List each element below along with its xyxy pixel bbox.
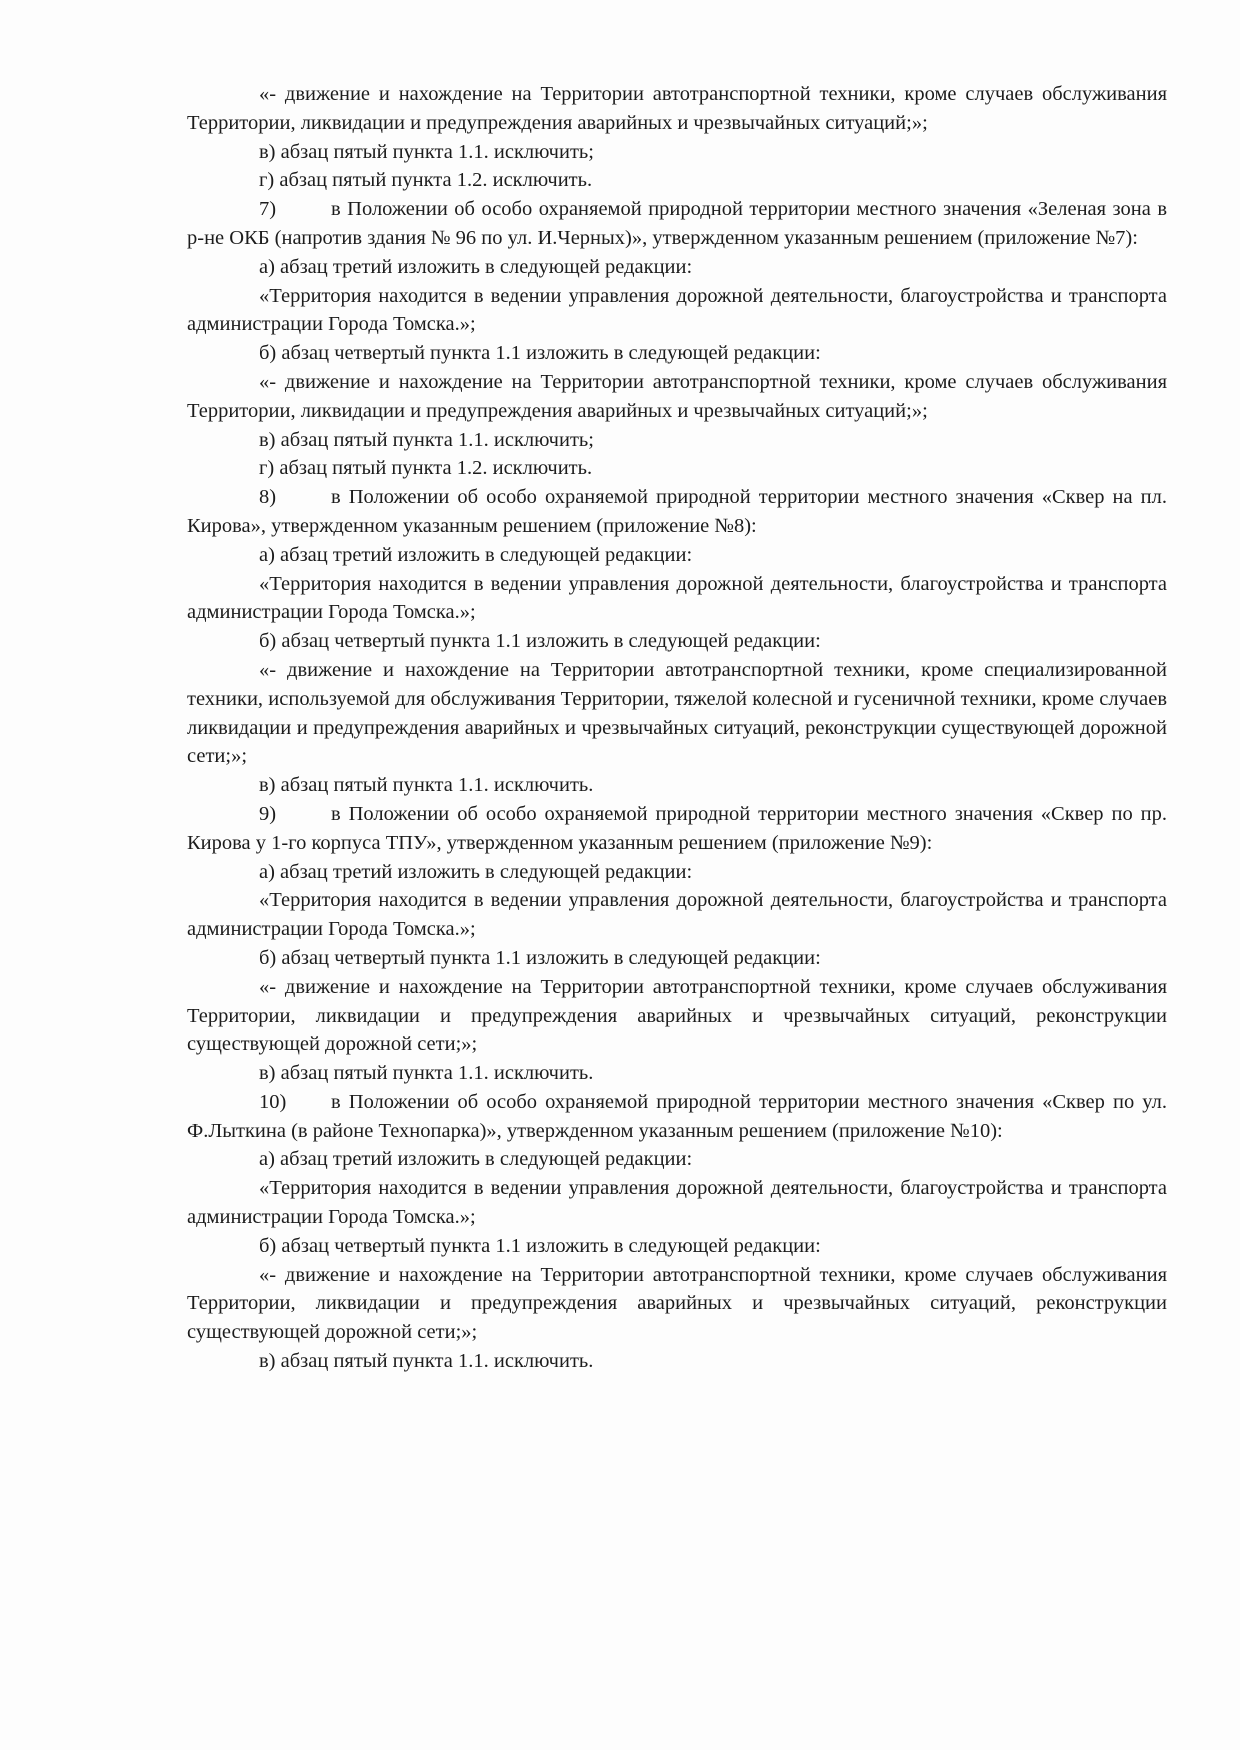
item-text: в Положении об особо охраняемой природной территории местного значения «Зеленая зона в р-не ОКБ (напротив здания № 96 по ул. И.Черных)», утвержденном указанным решением (приложение №7): [187,198,1167,249]
numbered-item [187,1088,1167,1146]
paragraph: а) абзац третий изложить в следующей редакции: [259,255,693,278]
item-text: в Положении об особо охраняемой природной территории местного значения «Сквер по ул. Ф.Лыткина (в районе Технопарка)», утвержденном указанным решением (приложение №10): [187,1090,1167,1142]
paragraph: б) абзац четвертый пункта 1.1 изложить в следующей редакции: [259,1234,821,1257]
paragraph: «- движение и нахождение на Территории автотранспортной техники, кроме случаев обслуживания Территории, ликвидации и предупреждения аварийных и чрезвычайных ситуаций;»; [187,83,1167,134]
paragraph: в) абзац пятый пункта 1.1. исключить. [259,1350,594,1373]
paragraph: г) абзац пятый пункта 1.2. исключить. [259,457,593,480]
item-number: 8) [259,486,277,509]
paragraph: «- движение и нахождение на Территории автотранспортной техники, кроме случаев обслуживания Территории, ликвидации и предупреждения аварийных и чрезвычайных ситуаций, реконструкции существующей дорожной сети;»; [187,1263,1167,1344]
item-text: в Положении об особо охраняемой природной территории местного значения «Сквер по пр. Кирова у 1-го корпуса ТПУ», утвержденном указанным решением (приложение №9): [187,802,1167,854]
paragraph: г) абзац пятый пункта 1.2. исключить. [259,169,593,192]
item-text: в Положении об особо охраняемой природной территории местного значения «Сквер на пл. Кирова», утвержденном указанным решением (приложение №8): [187,486,1167,537]
paragraph: «Территория находится в ведении управления дорожной деятельности, благоустройства и транспорта администрации Города Томска.»; [187,284,1167,336]
paragraph: «- движение и нахождение на Территории автотранспортной техники, кроме специализированной техники, используемой для обслуживания Территории, тяжелой колесной и гусеничной техники, кроме случаев ликвидации и предупреждения аварийных и чрезвычайных ситуаций, реконструкции существующей дорожной сети;»; [187,658,1167,768]
paragraph: «- движение и нахождение на Территории автотранспортной техники, кроме случаев обслуживания Территории, ликвидации и предупреждения аварийных и чрезвычайных ситуаций, реконструкции существующей дорожной сети;»; [187,975,1167,1056]
document-body [187,80,1167,1376]
paragraph: «Территория находится в ведении управления дорожной деятельности, благоустройства и транспорта администрации Города Томска.»; [187,889,1167,941]
paragraph: в) абзац пятый пункта 1.1. исключить; [259,428,594,451]
item-number: 7) [259,198,277,221]
paragraph: в) абзац пятый пункта 1.1. исключить. [259,774,594,797]
paragraph: «Территория находится в ведении управления дорожной деятельности, благоустройства и транспорта администрации Города Томска.»; [187,572,1167,624]
item-number: 9) [259,802,277,825]
paragraph: в) абзац пятый пункта 1.1. исключить; [259,140,594,163]
paragraph: а) абзац третий изложить в следующей редакции: [259,543,693,566]
numbered-item [187,800,1167,858]
numbered-item [187,195,1167,253]
item-number: 10) [259,1090,287,1113]
paragraph: а) абзац третий изложить в следующей редакции: [259,1148,693,1171]
paragraph: «Территория находится в ведении управления дорожной деятельности, благоустройства и транспорта администрации Города Томска.»; [187,1177,1167,1229]
paragraph: в) абзац пятый пункта 1.1. исключить. [259,1062,594,1085]
paragraph: б) абзац четвертый пункта 1.1 изложить в следующей редакции: [259,630,821,653]
paragraph: б) абзац четвертый пункта 1.1 изложить в следующей редакции: [259,946,821,969]
numbered-item [187,483,1167,541]
paragraph: а) абзац третий изложить в следующей редакции: [259,860,693,883]
paragraph: б) абзац четвертый пункта 1.1 изложить в следующей редакции: [259,342,821,365]
paragraph: «- движение и нахождение на Территории автотранспортной техники, кроме случаев обслуживания Территории, ликвидации и предупреждения аварийных и чрезвычайных ситуаций;»; [187,370,1167,422]
